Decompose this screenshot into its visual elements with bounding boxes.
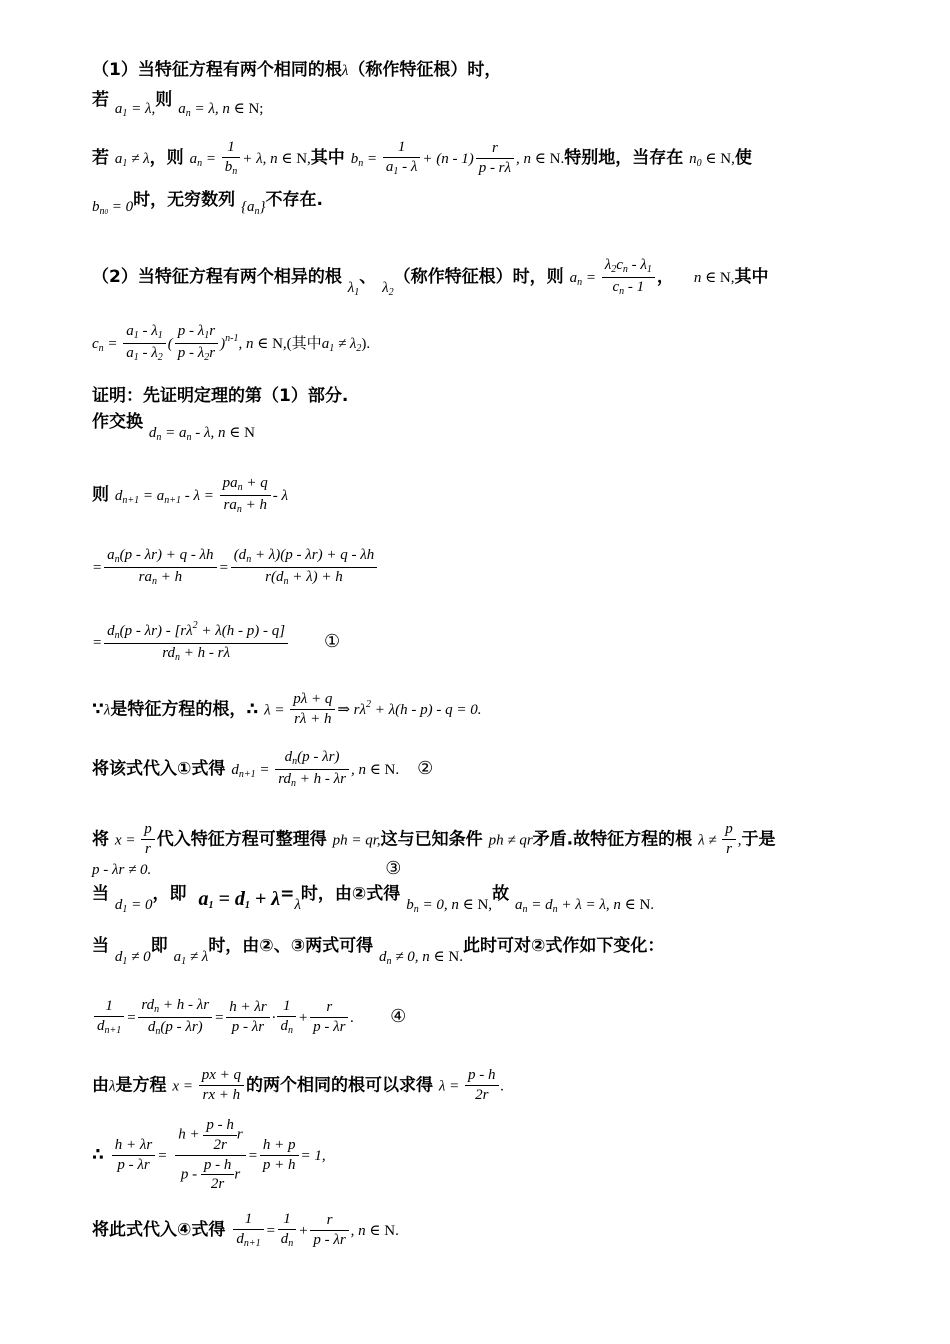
- line-14: 将 x = $\frac{p}{r}$ 代入特征方程可整理得 ph = qr,这与已知条件 ph ≠ qr矛盾.故特征方程的根 λ ≠ $\frac{p}{r}$ ,于是: [92, 821, 776, 857]
- line-9: 则 $d_{n+1} = a_{n+1} - \lambda$ = $pa_n + q$ $ra_n + h$ - λ: [92, 475, 289, 515]
- line-10: = $a_n(p - \lambda r) + q - \lambda h$ $ra_n + h$ = $\frac{(d_n + \lambda)(p - \lambda r) + q - \lambda h}{r(d_n + \lambda) + h}$: [92, 546, 379, 588]
- line-17: 当 $d_1 \ne 0$即 $a_1 \ne \lambda$时，由②、③两式可得 $d_n \ne 0$, n ∈ N.此时可对②式作如下变化：: [92, 936, 665, 967]
- line-16: 当 $d_1 = 0$，即 $a_1 = d_1 + \lambda=\lambda$时，由②式得 $b_n = 0$, n ∈ N,故 $a_n = d_n + \lambda = \lambda$, n ∈ N.: [92, 884, 655, 915]
- line-4: $b_{n0} = 0$时，无穷数列 $\{a_n\}$不存在.: [92, 190, 324, 217]
- line-1: （1）当特征方程有两个相同的根λ（称作特征根）时，: [92, 60, 502, 80]
- line-11: = $d_n(p - \lambda r) - [r\lambda^2 + \lambda(h - p) - q]$ $rd_n + h - r\lambda$ ①: [92, 620, 341, 663]
- line-21: 将此式代入④式得 $\frac{1}{d_{n+1}}$ = $\frac{1}{d_n}$ + $\frac{r}{p - \lambda r}$ , n ∈ N.: [92, 1211, 399, 1249]
- line-6: $c_n$ = $\frac{a_1 - \lambda_1}{a_1 - \lambda_2}$ ( $\frac{p - \lambda_1r}{p - \lambda_2r}$ )$^{n-1}$, n ∈ N,(其中$a_1 \ne \lambda_2$).: [92, 323, 371, 363]
- line-13: 将该式代入①式得 $d_{n+1}$ = $d_n(p - \lambda r)$ $rd_n + h - \lambda r$ , n ∈ N. ②: [92, 749, 434, 789]
- line-20: ∴ $\frac{h + \lambda r}{p - \lambda r}$ = h + $\frac{p - h}{2r}$ r p - $\frac{p - h}{2r}$ r = $\frac{h + p}{p + h}$ = 1,: [92, 1117, 326, 1193]
- line-2: 若 $a_1 = \lambda$,则 $a_n = \lambda$, n ∈ N;: [92, 90, 264, 119]
- line-3: 若 $a_1 \ne \lambda$，则 $a_n$ = $\frac{1}{b_n}$ + λ, n ∈ N,其中 $b_n$ = $\frac{1}{a_1 - \lambda}$ + (n - 1) $\frac{r}{p - r\lambda}$ , n ∈ N.特别地，当存在 $n_0$ ∈ N,使: [92, 139, 752, 177]
- line-5: （2）当特征方程有两个相异的根 $\lambda_1$、 $\lambda_2$（称作特征根）时，则 $a_n$ = $\frac{\lambda_2c_n - \lambda_1}{c_n - 1}$ ， n ∈ N,其中: [92, 257, 769, 298]
- line-7: 证明：先证明定理的第（1）部分.: [92, 386, 349, 406]
- line-15: p - λr ≠ 0. ③: [92, 858, 402, 879]
- line-12: ∵λ是特征方程的根，∴ λ = $\frac{p\lambda + q}{r\lambda + h}$ ⇒ $r\lambda^2 + \lambda(h - p) - q = 0$.: [92, 691, 482, 727]
- line-8: 作交换 $d_n = a_n - \lambda$, n ∈ N: [92, 412, 255, 443]
- line-19: 由λ是方程 x = $\frac{px + q}{rx + h}$ 的两个相同的根可以求得 λ = $\frac{p - h}{2r}$ .: [92, 1067, 505, 1103]
- line-18: $\frac{1}{d_{n+1}}$ = $rd_n + h - \lambda r$ $d_n(p - \lambda r)$ = $\frac{h + \lambda r}{p - \lambda r}$ · $\frac{1}{d_n}$ + $\frac{r}{p - \lambda r}$ . ④: [92, 996, 406, 1038]
